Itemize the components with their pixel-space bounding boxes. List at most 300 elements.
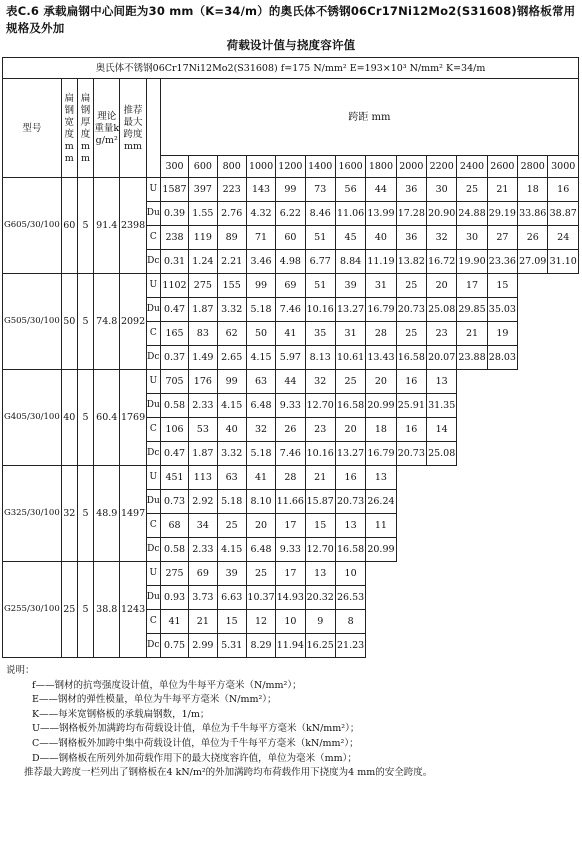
model-cell: G405/30/100 xyxy=(3,370,62,466)
value-cell: 31 xyxy=(366,274,396,298)
value-cell: 19.90 xyxy=(457,250,487,274)
table-row xyxy=(3,178,579,202)
value-cell: 16 xyxy=(396,370,426,394)
span-value: 2600 xyxy=(487,156,517,178)
value-cell: 38.87 xyxy=(548,202,579,226)
value-cell: 6.77 xyxy=(305,250,335,274)
weight-cell: 38.8 xyxy=(94,562,120,658)
span-value: 1600 xyxy=(335,156,365,178)
empty-cell xyxy=(396,466,578,490)
value-cell: 13 xyxy=(366,466,396,490)
value-cell: 31.10 xyxy=(548,250,579,274)
value-cell: 69 xyxy=(189,562,217,586)
value-cell: 25 xyxy=(396,322,426,346)
value-cell: 8.10 xyxy=(246,490,275,514)
model-cell: G605/30/100 xyxy=(3,178,62,274)
value-cell: 17.28 xyxy=(396,202,426,226)
value-cell: 25 xyxy=(457,178,487,202)
value-cell: 25.08 xyxy=(426,298,456,322)
value-cell: 13.43 xyxy=(366,346,396,370)
value-cell: 0.75 xyxy=(160,634,188,658)
value-cell: 9 xyxy=(305,610,335,634)
value-cell: 44 xyxy=(366,178,396,202)
value-cell: 25.08 xyxy=(426,442,456,466)
table-row xyxy=(3,274,579,298)
value-cell: 0.37 xyxy=(160,346,188,370)
value-cell: 36 xyxy=(396,226,426,250)
value-cell: 17 xyxy=(276,562,305,586)
value-cell: 16 xyxy=(548,178,579,202)
value-cell: 275 xyxy=(189,274,217,298)
empty-cell xyxy=(366,634,579,658)
notes-last: 推荐最大跨度一栏列出了钢格板在4 kN/m²的外加满跨均布荷载作用下挠度为4 mm的安全跨度。 xyxy=(24,767,433,779)
value-cell: 56 xyxy=(335,178,365,202)
load-type-cell: Dc xyxy=(146,346,160,370)
col-weight: 理论重量kg/m² xyxy=(94,79,120,178)
value-cell: 275 xyxy=(160,562,188,586)
value-cell: 12 xyxy=(246,610,275,634)
bar-width-cell: 50 xyxy=(61,274,77,370)
value-cell: 15 xyxy=(305,514,335,538)
value-cell: 10 xyxy=(276,610,305,634)
value-cell: 32 xyxy=(246,418,275,442)
weight-cell: 91.4 xyxy=(94,178,120,274)
value-cell: 10 xyxy=(335,562,365,586)
empty-cell xyxy=(366,586,579,610)
note-item: K——每米宽钢格板的承载扁钢数，1/m； xyxy=(32,708,210,720)
value-cell: 11 xyxy=(366,514,396,538)
value-cell: 16 xyxy=(335,466,365,490)
value-cell: 106 xyxy=(160,418,188,442)
value-cell: 23 xyxy=(426,322,456,346)
value-cell: 68 xyxy=(160,514,188,538)
max-span-cell: 1497 xyxy=(120,466,146,562)
material-header: 奥氏体不锈钢06Cr17Ni12Mo2(S31608) f=175 N/mm² E=193×10³ N/mm² K=34/m xyxy=(3,58,579,79)
value-cell: 24 xyxy=(548,226,579,250)
value-cell: 5.18 xyxy=(246,442,275,466)
value-cell: 5.18 xyxy=(217,490,246,514)
value-cell: 32 xyxy=(305,370,335,394)
col-kind xyxy=(146,79,160,178)
load-type-cell: U xyxy=(146,370,160,394)
value-cell: 23 xyxy=(305,418,335,442)
value-cell: 51 xyxy=(305,274,335,298)
value-cell: 2.33 xyxy=(189,394,217,418)
value-cell: 51 xyxy=(305,226,335,250)
value-cell: 71 xyxy=(246,226,275,250)
value-cell: 1.87 xyxy=(189,298,217,322)
load-type-cell: Du xyxy=(146,298,160,322)
load-type-cell: U xyxy=(146,466,160,490)
value-cell: 15 xyxy=(217,610,246,634)
empty-cell xyxy=(396,490,578,514)
value-cell: 12.70 xyxy=(305,394,335,418)
value-cell: 16.25 xyxy=(305,634,335,658)
value-cell: 45 xyxy=(335,226,365,250)
table-row xyxy=(3,466,579,490)
value-cell: 0.47 xyxy=(160,442,188,466)
value-cell: 99 xyxy=(217,370,246,394)
table-title xyxy=(0,0,582,54)
value-cell: 0.73 xyxy=(160,490,188,514)
span-value: 300 xyxy=(160,156,188,178)
load-type-cell: Du xyxy=(146,586,160,610)
value-cell: 10.16 xyxy=(305,298,335,322)
load-type-cell: Dc xyxy=(146,250,160,274)
value-cell: 25 xyxy=(335,370,365,394)
value-cell: 20 xyxy=(246,514,275,538)
value-cell: 50 xyxy=(246,322,275,346)
value-cell: 176 xyxy=(189,370,217,394)
empty-cell xyxy=(457,442,579,466)
value-cell: 4.15 xyxy=(217,538,246,562)
value-cell: 16 xyxy=(396,418,426,442)
load-type-cell: Dc xyxy=(146,538,160,562)
load-type-cell: C xyxy=(146,610,160,634)
value-cell: 14 xyxy=(426,418,456,442)
bar-thickness-cell: 5 xyxy=(77,178,93,274)
value-cell: 7.46 xyxy=(276,442,305,466)
value-cell: 53 xyxy=(189,418,217,442)
value-cell: 10.16 xyxy=(305,442,335,466)
bar-thickness-cell: 5 xyxy=(77,370,93,466)
value-cell: 40 xyxy=(366,226,396,250)
value-cell: 165 xyxy=(160,322,188,346)
value-cell: 33.86 xyxy=(518,202,548,226)
value-cell: 11.19 xyxy=(366,250,396,274)
weight-cell: 48.9 xyxy=(94,466,120,562)
value-cell: 19 xyxy=(487,322,517,346)
value-cell: 15 xyxy=(487,274,517,298)
value-cell: 6.63 xyxy=(217,586,246,610)
value-cell: 13 xyxy=(426,370,456,394)
value-cell: 30 xyxy=(457,226,487,250)
value-cell: 1.49 xyxy=(189,346,217,370)
value-cell: 28 xyxy=(366,322,396,346)
value-cell: 39 xyxy=(217,562,246,586)
value-cell: 28 xyxy=(276,466,305,490)
value-cell: 13.82 xyxy=(396,250,426,274)
value-cell: 397 xyxy=(189,178,217,202)
value-cell: 20.73 xyxy=(396,298,426,322)
value-cell: 0.39 xyxy=(160,202,188,226)
value-cell: 23.36 xyxy=(487,250,517,274)
value-cell: 2.21 xyxy=(217,250,246,274)
empty-cell xyxy=(518,322,579,346)
span-value: 800 xyxy=(217,156,246,178)
value-cell: 32 xyxy=(426,226,456,250)
value-cell: 20.90 xyxy=(426,202,456,226)
span-value: 2000 xyxy=(396,156,426,178)
max-span-cell: 2398 xyxy=(120,178,146,274)
value-cell: 25 xyxy=(396,274,426,298)
empty-cell xyxy=(396,538,578,562)
span-value: 3000 xyxy=(548,156,579,178)
span-value: 1000 xyxy=(246,156,275,178)
value-cell: 24.88 xyxy=(457,202,487,226)
value-cell: 4.15 xyxy=(217,394,246,418)
max-span-cell: 1243 xyxy=(120,562,146,658)
value-cell: 14.93 xyxy=(276,586,305,610)
value-cell: 18 xyxy=(518,178,548,202)
value-cell: 20 xyxy=(335,418,365,442)
notes xyxy=(6,664,582,781)
model-cell: G255/30/100 xyxy=(3,562,62,658)
value-cell: 63 xyxy=(246,370,275,394)
value-cell: 35 xyxy=(305,322,335,346)
value-cell: 17 xyxy=(457,274,487,298)
empty-cell xyxy=(518,298,579,322)
value-cell: 8.13 xyxy=(305,346,335,370)
value-cell: 223 xyxy=(217,178,246,202)
value-cell: 27.09 xyxy=(518,250,548,274)
value-cell: 26.53 xyxy=(335,586,365,610)
value-cell: 2.76 xyxy=(217,202,246,226)
value-cell: 27 xyxy=(487,226,517,250)
weight-cell: 74.8 xyxy=(94,274,120,370)
value-cell: 2.92 xyxy=(189,490,217,514)
load-type-cell: Dc xyxy=(146,634,160,658)
load-type-cell: C xyxy=(146,226,160,250)
value-cell: 83 xyxy=(189,322,217,346)
value-cell: 18 xyxy=(366,418,396,442)
value-cell: 3.32 xyxy=(217,442,246,466)
value-cell: 20 xyxy=(426,274,456,298)
note-item: f——钢材的抗弯强度设计值，单位为牛每平方毫米（N/mm²）； xyxy=(32,679,302,691)
bar-thickness-cell: 5 xyxy=(77,274,93,370)
value-cell: 20.07 xyxy=(426,346,456,370)
bar-width-cell: 60 xyxy=(61,178,77,274)
value-cell: 13.27 xyxy=(335,298,365,322)
value-cell: 41 xyxy=(246,466,275,490)
value-cell: 26 xyxy=(518,226,548,250)
model-cell: G505/30/100 xyxy=(3,274,62,370)
value-cell: 119 xyxy=(189,226,217,250)
value-cell: 0.58 xyxy=(160,538,188,562)
load-type-cell: C xyxy=(146,418,160,442)
load-type-cell: Du xyxy=(146,202,160,226)
value-cell: 12.70 xyxy=(305,538,335,562)
note-item: U——钢格板外加满跨均布荷载设计值，单位为千牛每平方毫米（kN/mm²）； xyxy=(32,723,360,735)
table-row xyxy=(3,370,579,394)
bar-width-cell: 25 xyxy=(61,562,77,658)
empty-cell xyxy=(457,370,579,394)
value-cell: 39 xyxy=(335,274,365,298)
load-type-cell: U xyxy=(146,274,160,298)
value-cell: 20.73 xyxy=(335,490,365,514)
value-cell: 155 xyxy=(217,274,246,298)
value-cell: 20 xyxy=(366,370,396,394)
load-type-cell: U xyxy=(146,562,160,586)
empty-cell xyxy=(366,562,579,586)
weight-cell: 60.4 xyxy=(94,370,120,466)
value-cell: 21 xyxy=(487,178,517,202)
value-cell: 8.29 xyxy=(246,634,275,658)
load-type-cell: Du xyxy=(146,394,160,418)
value-cell: 16.79 xyxy=(366,442,396,466)
value-cell: 35.03 xyxy=(487,298,517,322)
value-cell: 16.58 xyxy=(396,346,426,370)
span-value: 1400 xyxy=(305,156,335,178)
value-cell: 69 xyxy=(276,274,305,298)
value-cell: 1587 xyxy=(160,178,188,202)
note-item: C——钢格板外加跨中集中荷载设计值，单位为千牛每平方毫米（kN/mm²）； xyxy=(32,737,359,749)
value-cell: 10.61 xyxy=(335,346,365,370)
value-cell: 63 xyxy=(217,466,246,490)
value-cell: 1102 xyxy=(160,274,188,298)
col-max-span: 推荐最大跨度mm xyxy=(120,79,146,178)
value-cell: 34 xyxy=(189,514,217,538)
value-cell: 1.24 xyxy=(189,250,217,274)
value-cell: 17 xyxy=(276,514,305,538)
value-cell: 6.48 xyxy=(246,394,275,418)
col-model: 型号 xyxy=(3,79,62,178)
value-cell: 8.46 xyxy=(305,202,335,226)
value-cell: 23.88 xyxy=(457,346,487,370)
load-type-cell: U xyxy=(146,178,160,202)
value-cell: 2.99 xyxy=(189,634,217,658)
max-span-cell: 1769 xyxy=(120,370,146,466)
span-value: 2200 xyxy=(426,156,456,178)
value-cell: 21 xyxy=(457,322,487,346)
value-cell: 1.87 xyxy=(189,442,217,466)
value-cell: 13.99 xyxy=(366,202,396,226)
value-cell: 0.58 xyxy=(160,394,188,418)
value-cell: 1.55 xyxy=(189,202,217,226)
note-item: E——钢材的弹性模量，单位为牛每平方毫米（N/mm²）； xyxy=(32,694,277,706)
title-line-2: 荷载设计值与挠度容许值 xyxy=(226,38,356,52)
spec-table xyxy=(2,57,579,658)
span-header: 跨距 mm xyxy=(160,79,578,156)
value-cell: 8 xyxy=(335,610,365,634)
value-cell: 5.31 xyxy=(217,634,246,658)
max-span-cell: 2092 xyxy=(120,274,146,370)
value-cell: 4.15 xyxy=(246,346,275,370)
value-cell: 7.46 xyxy=(276,298,305,322)
empty-cell xyxy=(457,418,579,442)
value-cell: 89 xyxy=(217,226,246,250)
value-cell: 13 xyxy=(305,562,335,586)
notes-heading: 说明： xyxy=(6,665,35,676)
value-cell: 29.85 xyxy=(457,298,487,322)
load-type-cell: C xyxy=(146,514,160,538)
value-cell: 3.46 xyxy=(246,250,275,274)
load-type-cell: C xyxy=(146,322,160,346)
value-cell: 16.58 xyxy=(335,394,365,418)
value-cell: 26 xyxy=(276,418,305,442)
bar-width-cell: 32 xyxy=(61,466,77,562)
value-cell: 451 xyxy=(160,466,188,490)
value-cell: 62 xyxy=(217,322,246,346)
value-cell: 8.84 xyxy=(335,250,365,274)
value-cell: 21 xyxy=(305,466,335,490)
bar-thickness-cell: 5 xyxy=(77,562,93,658)
col-bar-thickness: 扁钢厚度mm xyxy=(77,79,93,178)
value-cell: 26.24 xyxy=(366,490,396,514)
value-cell: 705 xyxy=(160,370,188,394)
value-cell: 41 xyxy=(160,610,188,634)
table-body xyxy=(3,178,579,658)
load-type-cell: Du xyxy=(146,490,160,514)
value-cell: 41 xyxy=(276,322,305,346)
value-cell: 143 xyxy=(246,178,275,202)
span-value: 2800 xyxy=(518,156,548,178)
value-cell: 9.33 xyxy=(276,538,305,562)
value-cell: 13.27 xyxy=(335,442,365,466)
value-cell: 25 xyxy=(246,562,275,586)
empty-cell xyxy=(457,394,579,418)
value-cell: 21 xyxy=(189,610,217,634)
value-cell: 40 xyxy=(217,418,246,442)
value-cell: 2.65 xyxy=(217,346,246,370)
empty-cell xyxy=(366,610,579,634)
bar-width-cell: 40 xyxy=(61,370,77,466)
value-cell: 4.32 xyxy=(246,202,275,226)
value-cell: 30 xyxy=(426,178,456,202)
span-value: 600 xyxy=(189,156,217,178)
value-cell: 44 xyxy=(276,370,305,394)
notes-list xyxy=(6,679,582,767)
note-item: D——钢格板在所列外加荷载作用下的最大挠度容许值，单位为毫米（mm）； xyxy=(32,752,357,764)
empty-cell xyxy=(396,514,578,538)
table-row xyxy=(3,562,579,586)
value-cell: 11.94 xyxy=(276,634,305,658)
value-cell: 20.32 xyxy=(305,586,335,610)
value-cell: 6.22 xyxy=(276,202,305,226)
value-cell: 20.99 xyxy=(366,538,396,562)
value-cell: 20.99 xyxy=(366,394,396,418)
value-cell: 5.18 xyxy=(246,298,275,322)
value-cell: 21.23 xyxy=(335,634,365,658)
value-cell: 11.66 xyxy=(276,490,305,514)
value-cell: 16.72 xyxy=(426,250,456,274)
model-cell: G325/30/100 xyxy=(3,466,62,562)
value-cell: 99 xyxy=(246,274,275,298)
span-value: 1800 xyxy=(366,156,396,178)
value-cell: 15.87 xyxy=(305,490,335,514)
value-cell: 5.97 xyxy=(276,346,305,370)
load-type-cell: Dc xyxy=(146,442,160,466)
value-cell: 238 xyxy=(160,226,188,250)
value-cell: 16.79 xyxy=(366,298,396,322)
value-cell: 36 xyxy=(396,178,426,202)
value-cell: 9.33 xyxy=(276,394,305,418)
bar-thickness-cell: 5 xyxy=(77,466,93,562)
span-value: 1200 xyxy=(276,156,305,178)
empty-cell xyxy=(518,274,579,298)
col-bar-width: 扁钢宽度mm xyxy=(61,79,77,178)
value-cell: 6.48 xyxy=(246,538,275,562)
value-cell: 99 xyxy=(276,178,305,202)
value-cell: 0.47 xyxy=(160,298,188,322)
value-cell: 31 xyxy=(335,322,365,346)
span-value: 2400 xyxy=(457,156,487,178)
value-cell: 2.33 xyxy=(189,538,217,562)
value-cell: 13 xyxy=(335,514,365,538)
value-cell: 60 xyxy=(276,226,305,250)
value-cell: 20.73 xyxy=(396,442,426,466)
title-line-1: 表C.6 承载扁钢中心间距为30 mm（K=34/m）的奥氏体不锈钢06Cr17Ni12Mo2(S31608)钢格板常用规格及外加 xyxy=(6,4,576,35)
value-cell: 11.06 xyxy=(335,202,365,226)
value-cell: 16.58 xyxy=(335,538,365,562)
value-cell: 0.31 xyxy=(160,250,188,274)
value-cell: 29.19 xyxy=(487,202,517,226)
value-cell: 73 xyxy=(305,178,335,202)
value-cell: 28.03 xyxy=(487,346,517,370)
value-cell: 10.37 xyxy=(246,586,275,610)
value-cell: 3.32 xyxy=(217,298,246,322)
value-cell: 25.91 xyxy=(396,394,426,418)
